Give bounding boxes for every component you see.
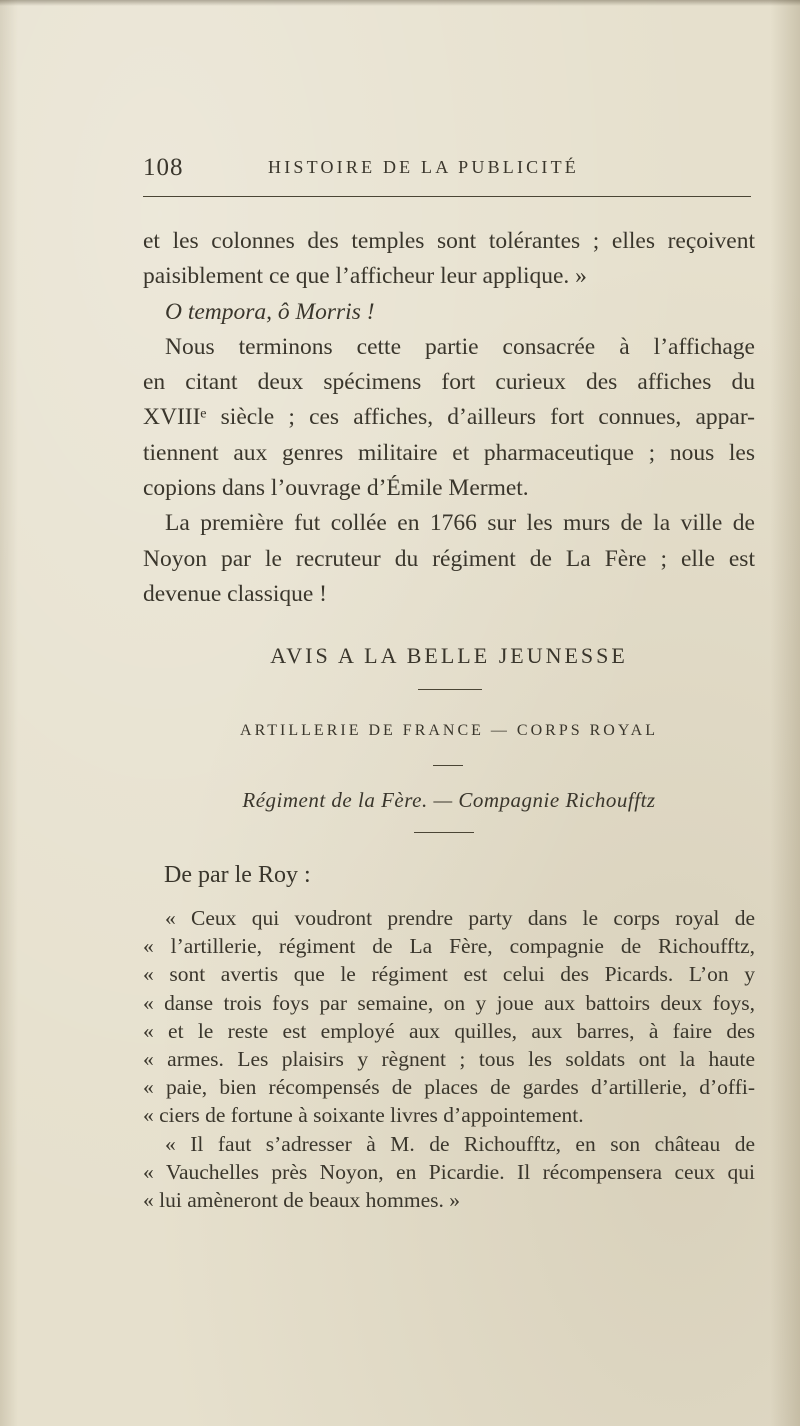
proclamation-line: « et le reste est employé aux quilles, aux barres, à faire des	[143, 1018, 755, 1043]
body-text	[143, 224, 755, 612]
proclamation-line: « Ceux qui voudront prendre party dans le corps royal de	[165, 906, 755, 930]
body-line: O tempora, ô Morris !	[165, 298, 375, 325]
proclamation-line: « lui amèneront de beaux hommes. »	[143, 1187, 461, 1212]
title-rule	[418, 689, 482, 690]
de-par-le-roy: De par le Roy :	[164, 862, 311, 888]
page-edge-shadow	[0, 0, 800, 6]
proclamation-line: « Il faut s’adresser à M. de Richoufftz, en son château de	[165, 1131, 755, 1156]
body-line: Noyon par le recruteur du régiment de La Fère ; elle est	[143, 545, 755, 572]
body-line: La première fut collée en 1766 sur les murs de la ville de	[165, 510, 755, 537]
proclamation-line: « paie, bien récompensés de places de gardes d’artillerie, d’offi-	[143, 1075, 755, 1100]
regiment-line: Régiment de la Fère. — Compagnie Richoufftz	[242, 788, 656, 812]
body-line: paisiblement ce que l’afficheur leur applique. »	[143, 263, 587, 290]
body-line: devenue classique !	[143, 580, 328, 607]
body-line: copions dans l’ouvrage d’Émile Mermet.	[143, 475, 529, 502]
running-title: HISTOIRE DE LA PUBLICITÉ	[268, 157, 579, 177]
header-rule	[143, 196, 751, 197]
proclamation-line: « armes. Les plaisirs y règnent ; tous les soldats ont la haute	[143, 1046, 755, 1071]
proclamation-line: « Vauchelles près Noyon, en Picardie. Il récompensera ceux qui	[143, 1159, 755, 1184]
body-line: tiennent aux genres militaire et pharmaceutique ; nous les	[143, 439, 755, 466]
proclamation-line: « l’artillerie, régiment de La Fère, compagnie de Richoufftz,	[143, 934, 755, 959]
proclamation-line: « ciers de fortune à soixante livres d’appointement.	[143, 1103, 584, 1128]
body-line: XVIIIᵉ siècle ; ces affiches, d’ailleurs fort connues, appar-	[143, 404, 755, 431]
proclamation-text	[143, 904, 755, 1214]
regiment-rule	[414, 832, 474, 833]
proclamation-line: « sont avertis que le régiment est celui des Picards. L’on y	[143, 962, 755, 987]
page-number: 108	[143, 154, 184, 181]
proclamation-line: « danse trois foys par semaine, on y joue aux battoirs deux foys,	[143, 990, 755, 1015]
subtitle-rule	[433, 765, 463, 766]
poster-subtitle: ARTILLERIE DE FRANCE — CORPS ROYAL	[240, 722, 658, 739]
body-line: en citant deux spécimens fort curieux des affiches du	[143, 369, 755, 396]
running-head	[143, 150, 755, 184]
poster-title: AVIS A LA BELLE JEUNESSE	[270, 643, 628, 668]
body-line: Nous terminons cette partie consacrée à l’affichage	[165, 333, 755, 360]
body-line: et les colonnes des temples sont tolérantes ; elles reçoivent	[143, 228, 755, 254]
